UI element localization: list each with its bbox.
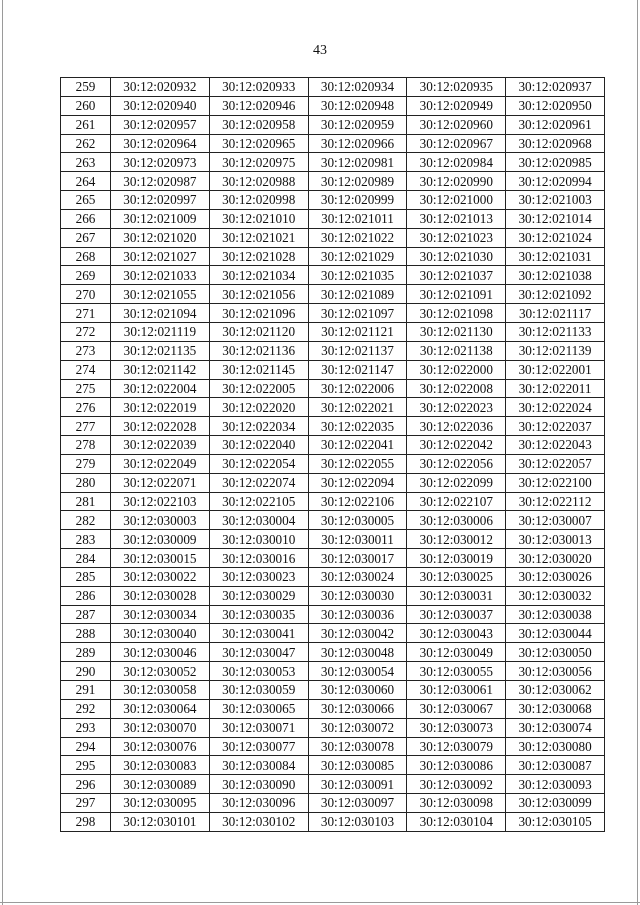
cadastral-number-cell: 30:12:030074: [506, 718, 605, 737]
table-row: [61, 794, 605, 813]
table-row: [61, 567, 605, 586]
cadastral-number-cell: 30:12:030060: [308, 681, 407, 700]
table-row: [61, 643, 605, 662]
cadastral-number-cell: 30:12:021055: [111, 285, 210, 304]
cadastral-number-cell: 30:12:030090: [209, 775, 308, 794]
table-row: [61, 285, 605, 304]
cadastral-number-cell: 30:12:021014: [506, 209, 605, 228]
cadastral-number-cell: 30:12:030080: [506, 737, 605, 756]
row-number-cell: 280: [61, 473, 111, 492]
cadastral-number-cell: 30:12:022019: [111, 398, 210, 417]
row-number-cell: 264: [61, 172, 111, 191]
cadastral-number-cell: 30:12:022099: [407, 473, 506, 492]
cadastral-number-cell: 30:12:022071: [111, 473, 210, 492]
cadastral-number-cell: 30:12:021023: [407, 228, 506, 247]
row-number-cell: 267: [61, 228, 111, 247]
cadastral-number-cell: 30:12:020975: [209, 153, 308, 172]
cadastral-number-cell: 30:12:022100: [506, 473, 605, 492]
row-number-cell: 289: [61, 643, 111, 662]
row-number-cell: 276: [61, 398, 111, 417]
row-number-cell: 296: [61, 775, 111, 794]
table-row: [61, 549, 605, 568]
cadastral-number-cell: 30:12:030083: [111, 756, 210, 775]
cadastral-number-cell: 30:12:020933: [209, 78, 308, 97]
cadastral-number-cell: 30:12:030062: [506, 681, 605, 700]
cadastral-number-cell: 30:12:030049: [407, 643, 506, 662]
table-row: [61, 379, 605, 398]
cadastral-number-cell: 30:12:030019: [407, 549, 506, 568]
cadastral-number-cell: 30:12:020985: [506, 153, 605, 172]
row-number-cell: 273: [61, 341, 111, 360]
cadastral-number-cell: 30:12:022043: [506, 436, 605, 455]
cadastral-number-cell: 30:12:030099: [506, 794, 605, 813]
cadastral-number-cell: 30:12:022008: [407, 379, 506, 398]
cadastral-number-cell: 30:12:030024: [308, 567, 407, 586]
cadastral-number-cell: 30:12:030030: [308, 586, 407, 605]
table-row: [61, 737, 605, 756]
cadastral-number-cell: 30:12:021013: [407, 209, 506, 228]
page-number: 43: [313, 43, 327, 58]
cadastral-number-cell: 30:12:030046: [111, 643, 210, 662]
cadastral-number-cell: 30:12:030101: [111, 812, 210, 831]
table-row: [61, 530, 605, 549]
cadastral-number-cell: 30:12:022105: [209, 492, 308, 511]
cadastral-number-cell: 30:12:030103: [308, 812, 407, 831]
row-number-cell: 259: [61, 78, 111, 97]
table-row: [61, 96, 605, 115]
cadastral-number-cell: 30:12:021097: [308, 304, 407, 323]
cadastral-number-cell: 30:12:030048: [308, 643, 407, 662]
cadastral-number-cell: 30:12:022023: [407, 398, 506, 417]
cadastral-number-cell: 30:12:021135: [111, 341, 210, 360]
cadastral-number-cell: 30:12:020988: [209, 172, 308, 191]
cadastral-number-cell: 30:12:021020: [111, 228, 210, 247]
cadastral-number-cell: 30:12:022042: [407, 436, 506, 455]
cadastral-number-cell: 30:12:021056: [209, 285, 308, 304]
cadastral-number-cell: 30:12:030043: [407, 624, 506, 643]
cadastral-number-cell: 30:12:021033: [111, 266, 210, 285]
cadastral-number-cell: 30:12:020968: [506, 134, 605, 153]
cadastral-number-cell: 30:12:030012: [407, 530, 506, 549]
cadastral-number-cell: 30:12:030053: [209, 662, 308, 681]
table-row: [61, 436, 605, 455]
cadastral-number-cell: 30:12:022000: [407, 360, 506, 379]
cadastral-number-cell: 30:12:022112: [506, 492, 605, 511]
cadastral-number-cell: 30:12:022005: [209, 379, 308, 398]
cadastral-number-cell: 30:12:020981: [308, 153, 407, 172]
cadastral-number-cell: 30:12:030013: [506, 530, 605, 549]
cadastral-number-cell: 30:12:020973: [111, 153, 210, 172]
cadastral-number-cell: 30:12:021029: [308, 247, 407, 266]
cadastral-number-cell: 30:12:021022: [308, 228, 407, 247]
cadastral-number-cell: 30:12:030102: [209, 812, 308, 831]
cadastral-number-cell: 30:12:021136: [209, 341, 308, 360]
cadastral-number-cell: 30:12:030041: [209, 624, 308, 643]
row-number-cell: 268: [61, 247, 111, 266]
cadastral-number-cell: 30:12:022034: [209, 417, 308, 436]
cadastral-number-cell: 30:12:030076: [111, 737, 210, 756]
cadastral-number-cell: 30:12:021011: [308, 209, 407, 228]
cadastral-number-cell: 30:12:030077: [209, 737, 308, 756]
cadastral-number-cell: 30:12:020967: [407, 134, 506, 153]
cadastral-number-cell: 30:12:022011: [506, 379, 605, 398]
cadastral-number-cell: 30:12:030097: [308, 794, 407, 813]
cadastral-number-cell: 30:12:021137: [308, 341, 407, 360]
cadastral-number-cell: 30:12:022106: [308, 492, 407, 511]
cadastral-number-cell: 30:12:022094: [308, 473, 407, 492]
cadastral-number-cell: 30:12:021133: [506, 322, 605, 341]
cadastral-number-cell: 30:12:022020: [209, 398, 308, 417]
cadastral-number-cell: 30:12:021120: [209, 322, 308, 341]
cadastral-number-cell: 30:12:030042: [308, 624, 407, 643]
cadastral-number-cell: 30:12:030005: [308, 511, 407, 530]
cadastral-number-cell: 30:12:030040: [111, 624, 210, 643]
table-row: [61, 417, 605, 436]
table-row: [61, 191, 605, 210]
cadastral-number-cell: 30:12:022107: [407, 492, 506, 511]
cadastral-number-cell: 30:12:021003: [506, 191, 605, 210]
cadastral-number-cell: 30:12:030071: [209, 718, 308, 737]
table-row: [61, 718, 605, 737]
cadastral-number-cell: 30:12:030055: [407, 662, 506, 681]
row-number-cell: 263: [61, 153, 111, 172]
cadastral-number-cell: 30:12:022055: [308, 454, 407, 473]
cadastral-number-cell: 30:12:020961: [506, 115, 605, 134]
cadastral-number-cell: 30:12:022074: [209, 473, 308, 492]
row-number-cell: 279: [61, 454, 111, 473]
cadastral-number-cell: 30:12:021098: [407, 304, 506, 323]
row-number-cell: 287: [61, 605, 111, 624]
cadastral-number-cell: 30:12:021147: [308, 360, 407, 379]
cadastral-number-cell: 30:12:030061: [407, 681, 506, 700]
cadastral-number-cell: 30:12:020990: [407, 172, 506, 191]
cadastral-number-cell: 30:12:030087: [506, 756, 605, 775]
cadastral-number-cell: 30:12:030054: [308, 662, 407, 681]
table-row: [61, 511, 605, 530]
cadastral-number-cell: 30:12:030095: [111, 794, 210, 813]
cadastral-number-cell: 30:12:030064: [111, 699, 210, 718]
cadastral-number-cell: 30:12:022037: [506, 417, 605, 436]
page-edge-left: [2, 0, 3, 905]
cadastral-number-cell: 30:12:022035: [308, 417, 407, 436]
page-edge-right: [637, 0, 638, 905]
cadastral-number-cell: 30:12:030050: [506, 643, 605, 662]
cadastral-number-cell: 30:12:030085: [308, 756, 407, 775]
table-row: [61, 153, 605, 172]
row-number-cell: 271: [61, 304, 111, 323]
cadastral-number-cell: 30:12:030035: [209, 605, 308, 624]
cadastral-number-cell: 30:12:021119: [111, 322, 210, 341]
row-number-cell: 295: [61, 756, 111, 775]
row-number-cell: 292: [61, 699, 111, 718]
cadastral-number-cell: 30:12:020966: [308, 134, 407, 153]
cadastral-number-cell: 30:12:021009: [111, 209, 210, 228]
cadastral-number-cell: 30:12:022006: [308, 379, 407, 398]
cadastral-number-cell: 30:12:030036: [308, 605, 407, 624]
cadastral-number-cell: 30:12:022036: [407, 417, 506, 436]
cadastral-number-cell: 30:12:030028: [111, 586, 210, 605]
row-number-cell: 277: [61, 417, 111, 436]
cadastral-number-cell: 30:12:030084: [209, 756, 308, 775]
table-row: [61, 775, 605, 794]
cadastral-number-cell: 30:12:022057: [506, 454, 605, 473]
table-row: [61, 266, 605, 285]
cadastral-number-cell: 30:12:030020: [506, 549, 605, 568]
cadastral-number-cell: 30:12:030089: [111, 775, 210, 794]
table-row: [61, 341, 605, 360]
cadastral-number-cell: 30:12:020958: [209, 115, 308, 134]
cadastral-number-cell: 30:12:030032: [506, 586, 605, 605]
row-number-cell: 278: [61, 436, 111, 455]
cadastral-number-cell: 30:12:022039: [111, 436, 210, 455]
cadastral-number-cell: 30:12:021027: [111, 247, 210, 266]
row-number-cell: 270: [61, 285, 111, 304]
row-number-cell: 297: [61, 794, 111, 813]
cadastral-table: [60, 77, 605, 832]
cadastral-number-cell: 30:12:020934: [308, 78, 407, 97]
cadastral-number-cell: 30:12:020950: [506, 96, 605, 115]
table-row: [61, 322, 605, 341]
cadastral-number-cell: 30:12:030073: [407, 718, 506, 737]
cadastral-number-cell: 30:12:030096: [209, 794, 308, 813]
table-row: [61, 78, 605, 97]
cadastral-number-cell: 30:12:020949: [407, 96, 506, 115]
cadastral-number-cell: 30:12:022056: [407, 454, 506, 473]
cadastral-number-cell: 30:12:021021: [209, 228, 308, 247]
cadastral-number-cell: 30:12:021117: [506, 304, 605, 323]
table-row: [61, 699, 605, 718]
cadastral-number-cell: 30:12:030009: [111, 530, 210, 549]
cadastral-number-cell: 30:12:030068: [506, 699, 605, 718]
table-row: [61, 134, 605, 153]
cadastral-number-cell: 30:12:020959: [308, 115, 407, 134]
cadastral-number-cell: 30:12:021010: [209, 209, 308, 228]
cadastral-number-cell: 30:12:030079: [407, 737, 506, 756]
cadastral-number-cell: 30:12:030104: [407, 812, 506, 831]
cadastral-number-cell: 30:12:020997: [111, 191, 210, 210]
cadastral-number-cell: 30:12:020946: [209, 96, 308, 115]
cadastral-number-cell: 30:12:020960: [407, 115, 506, 134]
table-row: [61, 473, 605, 492]
row-number-cell: 260: [61, 96, 111, 115]
row-number-cell: 261: [61, 115, 111, 134]
cadastral-number-cell: 30:12:022040: [209, 436, 308, 455]
table-row: [61, 586, 605, 605]
cadastral-number-cell: 30:12:022024: [506, 398, 605, 417]
table-row: [61, 624, 605, 643]
cadastral-number-cell: 30:12:030086: [407, 756, 506, 775]
row-number-cell: 275: [61, 379, 111, 398]
cadastral-number-cell: 30:12:030011: [308, 530, 407, 549]
row-number-cell: 285: [61, 567, 111, 586]
row-number-cell: 272: [61, 322, 111, 341]
cadastral-number-cell: 30:12:021094: [111, 304, 210, 323]
cadastral-number-cell: 30:12:021035: [308, 266, 407, 285]
cadastral-number-cell: 30:12:030059: [209, 681, 308, 700]
cadastral-number-cell: 30:12:030066: [308, 699, 407, 718]
cadastral-number-cell: 30:12:022028: [111, 417, 210, 436]
cadastral-number-cell: 30:12:021031: [506, 247, 605, 266]
cadastral-number-cell: 30:12:030029: [209, 586, 308, 605]
cadastral-number-cell: 30:12:030058: [111, 681, 210, 700]
row-number-cell: 284: [61, 549, 111, 568]
row-number-cell: 281: [61, 492, 111, 511]
table-row: [61, 228, 605, 247]
cadastral-number-cell: 30:12:030056: [506, 662, 605, 681]
cadastral-number-cell: 30:12:030091: [308, 775, 407, 794]
cadastral-number-cell: 30:12:030052: [111, 662, 210, 681]
cadastral-number-cell: 30:12:021038: [506, 266, 605, 285]
row-number-cell: 269: [61, 266, 111, 285]
cadastral-number-cell: 30:12:022103: [111, 492, 210, 511]
cadastral-number-cell: 30:12:021142: [111, 360, 210, 379]
cadastral-number-cell: 30:12:030031: [407, 586, 506, 605]
cadastral-number-cell: 30:12:021034: [209, 266, 308, 285]
cadastral-number-cell: 30:12:022054: [209, 454, 308, 473]
cadastral-number-cell: 30:12:021130: [407, 322, 506, 341]
cadastral-number-cell: 30:12:030070: [111, 718, 210, 737]
cadastral-number-cell: 30:12:030026: [506, 567, 605, 586]
row-number-cell: 266: [61, 209, 111, 228]
cadastral-number-cell: 30:12:021092: [506, 285, 605, 304]
cadastral-number-cell: 30:12:021024: [506, 228, 605, 247]
cadastral-number-cell: 30:12:030038: [506, 605, 605, 624]
cadastral-number-cell: 30:12:030007: [506, 511, 605, 530]
cadastral-number-cell: 30:12:030067: [407, 699, 506, 718]
cadastral-number-cell: 30:12:022041: [308, 436, 407, 455]
table-row: [61, 662, 605, 681]
cadastral-number-cell: 30:12:020964: [111, 134, 210, 153]
cadastral-number-cell: 30:12:030093: [506, 775, 605, 794]
cadastral-number-cell: 30:12:021037: [407, 266, 506, 285]
cadastral-number-cell: 30:12:020999: [308, 191, 407, 210]
cadastral-number-cell: 30:12:030016: [209, 549, 308, 568]
cadastral-number-cell: 30:12:030023: [209, 567, 308, 586]
row-number-cell: 265: [61, 191, 111, 210]
table-row: [61, 115, 605, 134]
row-number-cell: 274: [61, 360, 111, 379]
table-row: [61, 681, 605, 700]
cadastral-number-cell: 30:12:030025: [407, 567, 506, 586]
row-number-cell: 288: [61, 624, 111, 643]
cadastral-number-cell: 30:12:030034: [111, 605, 210, 624]
cadastral-number-cell: 30:12:020987: [111, 172, 210, 191]
cadastral-number-cell: 30:12:030105: [506, 812, 605, 831]
cadastral-number-cell: 30:12:020965: [209, 134, 308, 153]
cadastral-number-cell: 30:12:030072: [308, 718, 407, 737]
table-row: [61, 304, 605, 323]
cadastral-number-cell: 30:12:030044: [506, 624, 605, 643]
table-row: [61, 812, 605, 831]
row-number-cell: 286: [61, 586, 111, 605]
cadastral-number-cell: 30:12:020935: [407, 78, 506, 97]
cadastral-number-cell: 30:12:020937: [506, 78, 605, 97]
cadastral-number-cell: 30:12:030010: [209, 530, 308, 549]
cadastral-number-cell: 30:12:020948: [308, 96, 407, 115]
cadastral-number-cell: 30:12:021000: [407, 191, 506, 210]
cadastral-number-cell: 30:12:021089: [308, 285, 407, 304]
cadastral-number-cell: 30:12:020998: [209, 191, 308, 210]
table-row: [61, 247, 605, 266]
cadastral-number-cell: 30:12:021139: [506, 341, 605, 360]
cadastral-number-cell: 30:12:022049: [111, 454, 210, 473]
row-number-cell: 291: [61, 681, 111, 700]
table-row: [61, 360, 605, 379]
cadastral-number-cell: 30:12:021096: [209, 304, 308, 323]
cadastral-number-cell: 30:12:020984: [407, 153, 506, 172]
table-row: [61, 209, 605, 228]
cadastral-number-cell: 30:12:030037: [407, 605, 506, 624]
cadastral-number-cell: 30:12:020989: [308, 172, 407, 191]
cadastral-number-cell: 30:12:030092: [407, 775, 506, 794]
cadastral-number-cell: 30:12:020994: [506, 172, 605, 191]
cadastral-number-cell: 30:12:021145: [209, 360, 308, 379]
cadastral-number-cell: 30:12:020940: [111, 96, 210, 115]
cadastral-table-body: [61, 78, 605, 832]
row-number-cell: 293: [61, 718, 111, 737]
table-row: [61, 492, 605, 511]
row-number-cell: 262: [61, 134, 111, 153]
cadastral-number-cell: 30:12:022001: [506, 360, 605, 379]
cadastral-number-cell: 30:12:030065: [209, 699, 308, 718]
cadastral-number-cell: 30:12:022021: [308, 398, 407, 417]
cadastral-number-cell: 30:12:020957: [111, 115, 210, 134]
cadastral-number-cell: 30:12:030004: [209, 511, 308, 530]
table-row: [61, 398, 605, 417]
table-row: [61, 454, 605, 473]
cadastral-number-cell: 30:12:021030: [407, 247, 506, 266]
cadastral-number-cell: 30:12:021091: [407, 285, 506, 304]
cadastral-number-cell: 30:12:030017: [308, 549, 407, 568]
cadastral-number-cell: 30:12:030098: [407, 794, 506, 813]
table-row: [61, 605, 605, 624]
cadastral-number-cell: 30:12:030006: [407, 511, 506, 530]
cadastral-number-cell: 30:12:022004: [111, 379, 210, 398]
cadastral-number-cell: 30:12:030015: [111, 549, 210, 568]
cadastral-number-cell: 30:12:021121: [308, 322, 407, 341]
cadastral-number-cell: 30:12:020932: [111, 78, 210, 97]
row-number-cell: 282: [61, 511, 111, 530]
cadastral-number-cell: 30:12:030003: [111, 511, 210, 530]
page-edge-bottom: [0, 902, 640, 903]
row-number-cell: 283: [61, 530, 111, 549]
row-number-cell: 298: [61, 812, 111, 831]
row-number-cell: 290: [61, 662, 111, 681]
table-row: [61, 172, 605, 191]
cadastral-number-cell: 30:12:030047: [209, 643, 308, 662]
cadastral-number-cell: 30:12:030078: [308, 737, 407, 756]
table-row: [61, 756, 605, 775]
cadastral-number-cell: 30:12:021138: [407, 341, 506, 360]
cadastral-number-cell: 30:12:021028: [209, 247, 308, 266]
cadastral-number-cell: 30:12:030022: [111, 567, 210, 586]
row-number-cell: 294: [61, 737, 111, 756]
